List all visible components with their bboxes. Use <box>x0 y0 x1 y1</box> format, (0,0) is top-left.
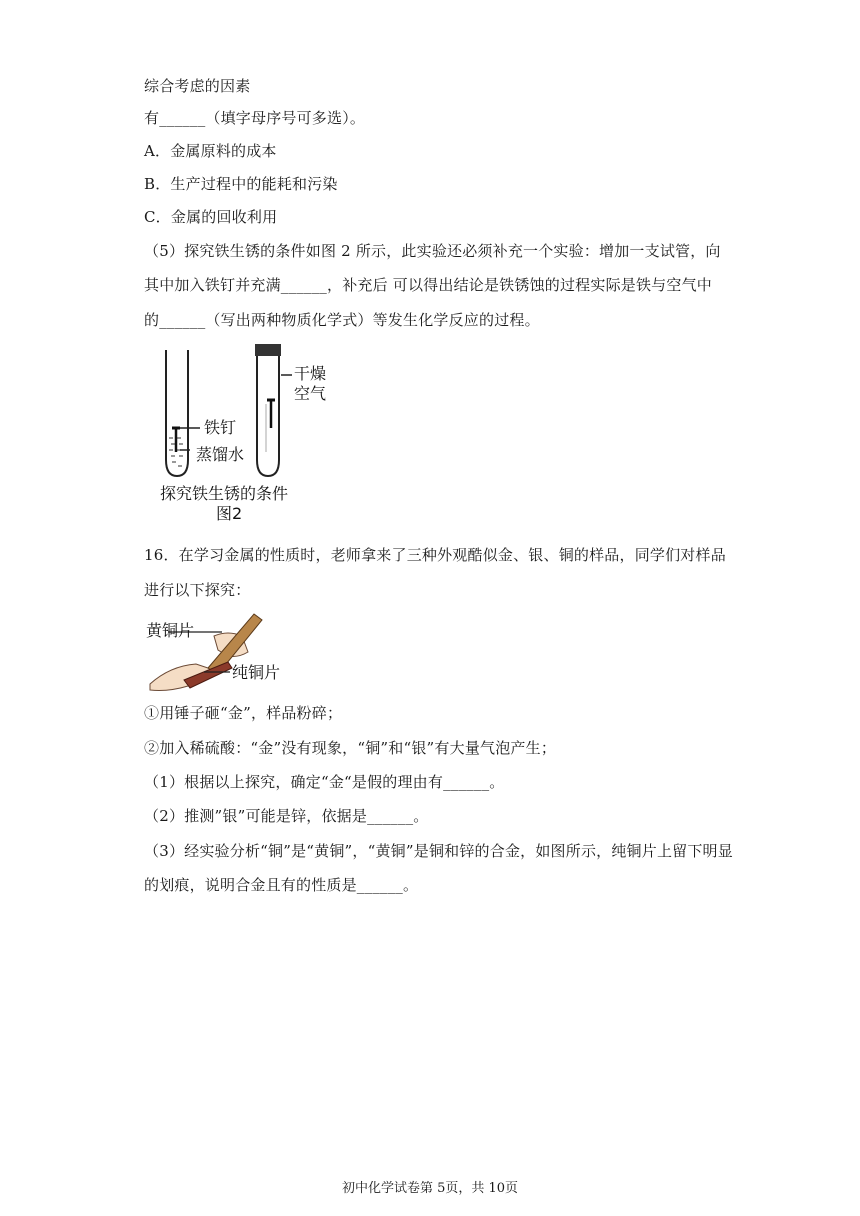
figure-2-number: 图2 <box>216 504 243 523</box>
option-a: A．金属原料的成本 <box>144 142 277 160</box>
option-b: B．生产过程中的能耗和污染 <box>144 175 338 193</box>
option-c: C．金属的回收利用 <box>144 208 278 226</box>
text-line-2: 有______（填字母序号可多选）。 <box>144 109 366 127</box>
figure-brass-scratch <box>144 606 284 694</box>
text-line-1: 综合考虑的因素 <box>144 77 251 95</box>
sealed-test-tube <box>255 344 281 476</box>
page-footer: 初中化学试卷第 5页，共 10页 <box>341 1181 519 1196</box>
question-16-line-1: 16．在学习金属的性质时，老师拿来了三种外观酷似金、银、铜的样品，同学们对样品 <box>144 546 726 564</box>
label-distilled-water: 蒸馏水 <box>196 445 245 464</box>
question-16-line-2: 进行以下探究： <box>144 581 251 599</box>
figure-2-caption: 探究铁生锈的条件 <box>160 484 289 503</box>
label-pure-copper-sheet: 纯铜片 <box>232 663 281 682</box>
sub-question-1: （1）根据以上探究，确定“金“是假的理由有______。 <box>144 773 505 791</box>
label-iron-nail: 铁钉 <box>204 418 237 437</box>
label-dry-air-1: 干燥 <box>294 364 327 383</box>
question-5-line-2: 其中加入铁钉并充满______，补充后 可以得出结论是铁锈蚀的过程实际是铁与空气中 <box>144 276 712 294</box>
sub-question-3-line-2: 的划痕，说明合金且有的性质是______。 <box>144 876 419 894</box>
sub-question-2: （2）推测”银”可能是锌，依据是______。 <box>144 807 429 825</box>
label-dry-air-2: 空气 <box>294 384 327 403</box>
question-5-line-1: （5）探究铁生锈的条件如图 2 所示，此实验还必须补充一个实验：增加一支试管，向 <box>144 242 721 260</box>
figure-2-test-tubes <box>150 342 340 532</box>
label-brass-sheet: 黄铜片 <box>146 621 195 640</box>
open-test-tube <box>166 350 188 476</box>
step-2: ②加入稀硫酸：“金”没有现象，“铜”和“银”有大量气泡产生； <box>144 739 557 757</box>
step-1: ①用锤子砸“金”，样品粉碎； <box>144 704 343 722</box>
question-5-line-3: 的______（写出两种物质化学式）等发生化学反应的过程。 <box>144 311 540 329</box>
sub-question-3-line-1: （3）经实验分析“铜”是“黄铜”，“黄铜”是铜和锌的合金，如图所示，纯铜片上留下明显 <box>144 842 733 860</box>
